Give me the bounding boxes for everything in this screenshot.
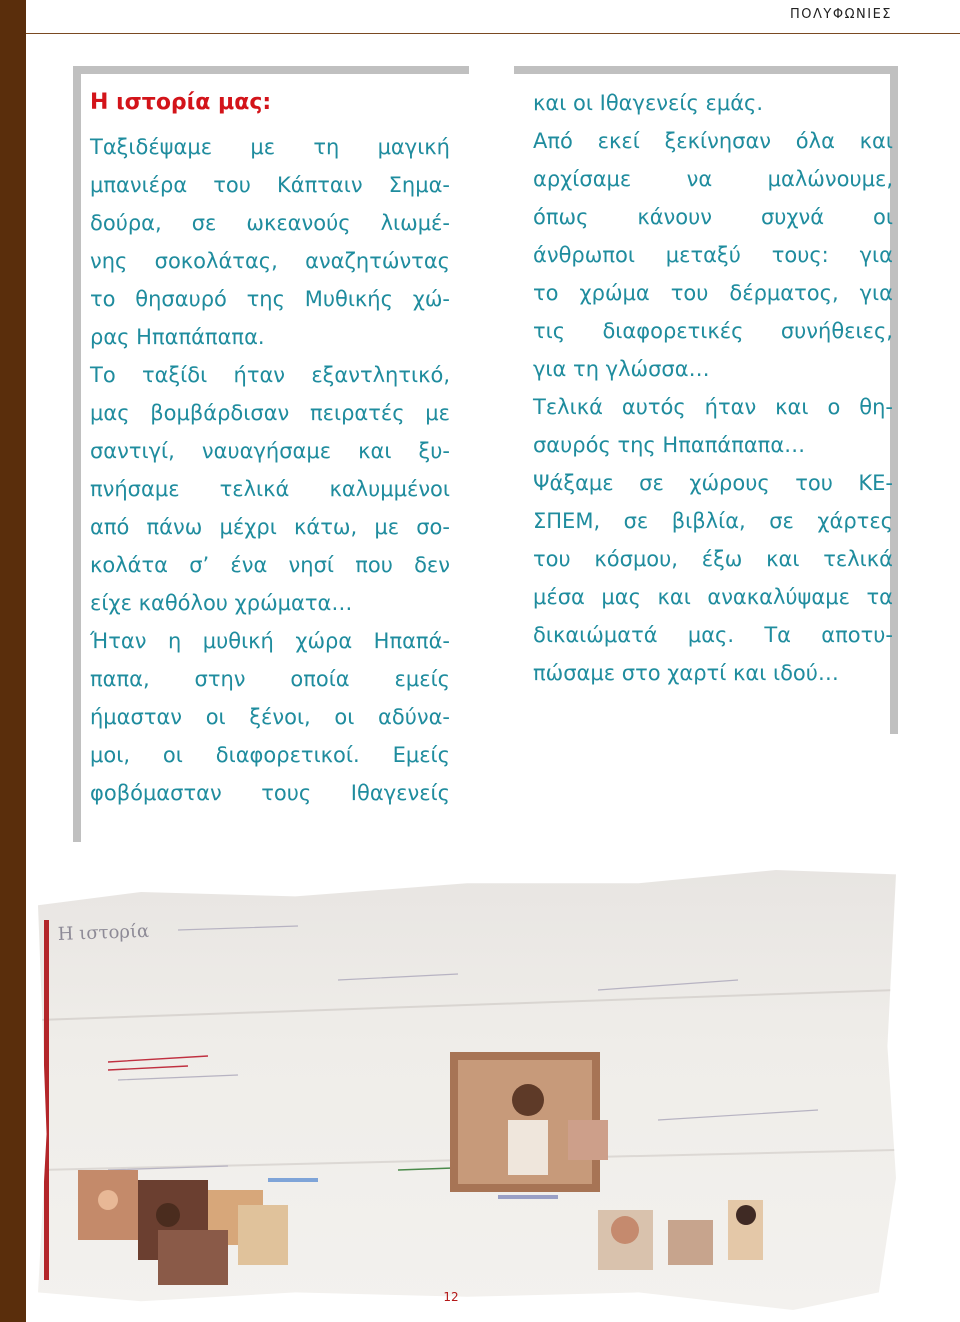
text-line: κολάτα σ’ ένα νησί που δεν (90, 553, 450, 577)
text-line: από πάνω μέχρι κάτω, με σο- (90, 515, 450, 539)
left-margin-bar (0, 0, 26, 1322)
article-title: Η ιστορία μας: (90, 90, 272, 115)
clipping-photo (668, 1220, 713, 1265)
text-line: ΣΠΕΜ, σε βιβλία, σε χάρτες (533, 509, 893, 533)
text-line: παπα, στην οποία εμείς (90, 667, 450, 691)
text-line: πνήσαμε τελικά καλυμμένοι (90, 477, 450, 501)
text-line: μπανιέρα του Κάπταιν Σημα- (90, 173, 450, 197)
paragraph-6 (533, 388, 893, 464)
text-line: Από εκεί ξεκίνησαν όλα και (533, 129, 893, 153)
text-line: δούρα, σε ωκεανούς λιωμέ- (90, 211, 450, 235)
paragraph-5 (533, 122, 893, 388)
clipping-figure (98, 1190, 118, 1210)
text-line: του κόσμου, έξω και τελικά (533, 547, 893, 571)
page-number: 12 (443, 1290, 459, 1304)
paragraph-1 (90, 128, 450, 356)
poster-heading: Η ιστορία (57, 920, 150, 945)
poster-edge-strip (44, 920, 49, 1280)
blue-notes (268, 1178, 318, 1182)
paper-crease (38, 990, 896, 1020)
text-line: Τελικά αυτός ήταν και ο θη- (533, 395, 893, 419)
text-line: Το ταξίδι ήταν εξαντλητικό, (90, 363, 450, 387)
text-line: σαντιγί, ναυαγήσαμε και ξυ- (90, 439, 450, 463)
text-line: Ψάξαμε σε χώρους του ΚΕ- (533, 471, 893, 495)
text-line: φοβόμασταν τους Ιθαγενείς (90, 781, 450, 805)
text-line: Ήταν η μυθική χώρα Ηπαπά- (90, 629, 450, 653)
clipping-figure (736, 1205, 756, 1225)
text-line: μας βομβάρδισαν πειρατές με (90, 401, 450, 425)
text-line: πώσαμε στο χαρτί και ιδού… (533, 661, 839, 685)
text-line: το χρώμα του δέρματος, για (533, 281, 893, 305)
clipping-photo (568, 1120, 608, 1160)
text-line: μοι, οι διαφορετικοί. Εμείς (90, 743, 450, 767)
text-line: Ταξιδέψαμε με τη μαγική (90, 135, 450, 159)
text-line: αρχίσαμε να μαλώνουμε, (533, 167, 893, 191)
text-line: το θησαυρό της Μυθικής χώ- (90, 287, 450, 311)
text-line: είχε καθόλου χρώματα… (90, 591, 353, 615)
text-line: και οι Ιθαγενείς εμάς. (533, 91, 764, 115)
paragraph-2 (90, 356, 450, 622)
clipping-photo (238, 1205, 288, 1265)
text-line: σαυρός της Ηπαπάπαπα… (533, 433, 806, 457)
red-notes (108, 1056, 208, 1070)
clipping-figure (611, 1216, 639, 1244)
paragraph-7 (533, 464, 893, 692)
text-line: ρας Ηπαπάπαπα. (90, 325, 265, 349)
poster-photo (38, 870, 896, 1310)
left-column (90, 84, 450, 812)
text-line: ήμασταν οι ξένοι, οι αδύνα- (90, 705, 450, 729)
running-header: ΠΟΛΥΦΩΝΙΕΣ (790, 7, 892, 22)
text-line: μέσα μας και ανακαλύψαμε τα (533, 585, 893, 609)
blue-notes (498, 1195, 558, 1199)
clipping-photo (158, 1230, 228, 1285)
poster-illustration (38, 870, 896, 1310)
text-line: άνθρωποι μεταξύ τους: για (533, 243, 893, 267)
header-rule (26, 33, 960, 34)
text-line: νης σοκολάτας, αναζητώντας (90, 249, 450, 273)
text-line: για τη γλώσσα… (533, 357, 710, 381)
clipping-figure (508, 1120, 548, 1175)
clipping-figure (512, 1084, 544, 1116)
paragraph-3 (90, 622, 450, 812)
text-line: τις διαφορετικές συνήθειες, (533, 319, 893, 343)
paragraph-4 (533, 84, 893, 122)
right-column (533, 84, 893, 692)
text-line: όπως κάνουν συχνά οι (533, 205, 893, 229)
text-line: δικαιώματά μας. Τα αποτυ- (533, 623, 893, 647)
clipping-figure (156, 1203, 180, 1227)
